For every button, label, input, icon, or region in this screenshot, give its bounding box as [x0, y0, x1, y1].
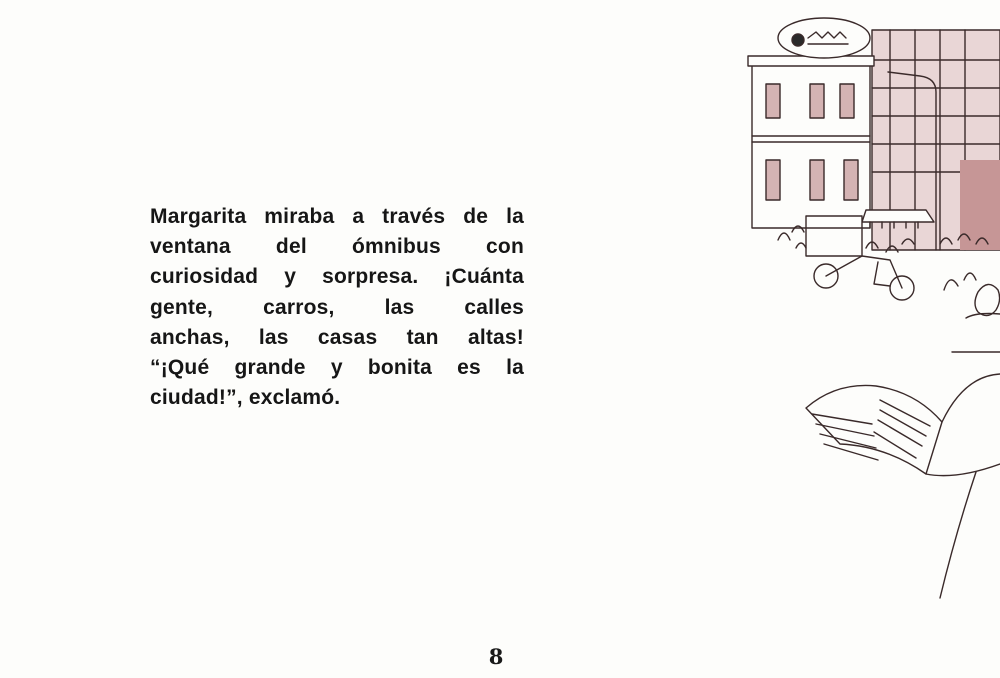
page-number: 8	[488, 644, 504, 669]
city-street-illustration-icon	[740, 0, 1000, 620]
story-line-4: gente, carros, las calles	[150, 295, 524, 319]
story-line-5: anchas, las casas tan altas!	[150, 325, 524, 349]
story-line-2: ventana del ómnibus con	[150, 235, 524, 259]
story-line-3: curiosidad y sorpresa. ¡Cuánta	[150, 265, 524, 289]
story-line-7: ciudad!”, exclamó.	[150, 386, 341, 410]
story-line-6: “¡Qué grande y bonita es la	[150, 356, 524, 380]
story-paragraph	[150, 202, 524, 413]
story-line-1: Margarita miraba a través de la	[150, 205, 524, 228]
